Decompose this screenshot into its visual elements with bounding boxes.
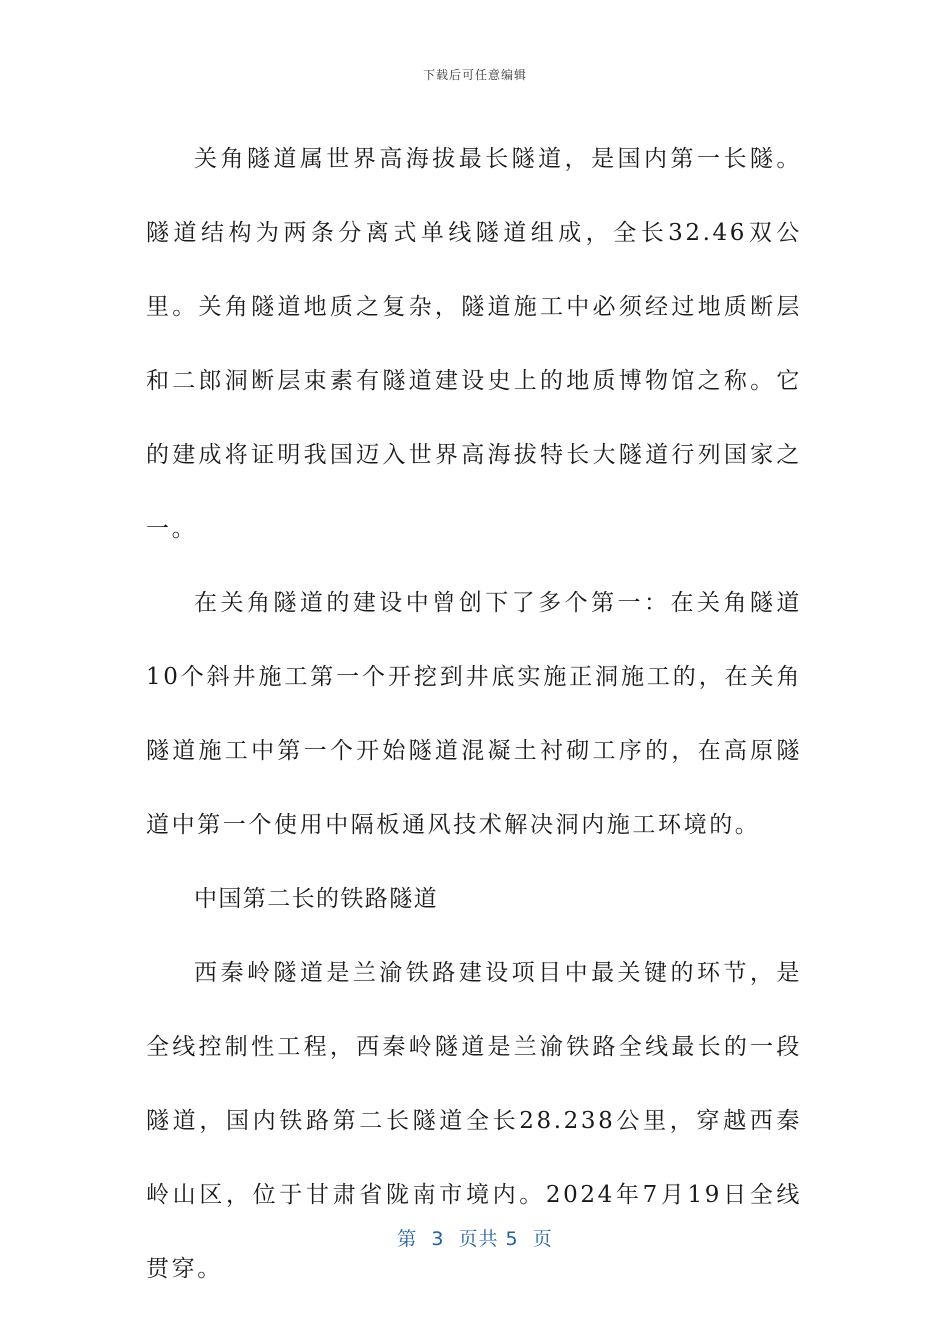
section-heading: 中国第二长的铁路隧道 bbox=[194, 886, 438, 912]
body-content bbox=[146, 122, 802, 1306]
paragraph-xiqinling: 西秦岭隧道是兰渝铁路建设项目中最关键的环节，是全线控制性工程，西秦岭隧道是兰渝铁路全线最长的一段隧道，国内铁路第二长隧道全长28.238公里，穿越西秦岭山区，位于甘肃省陇南市境内。2024年7月19日全线贯穿。 bbox=[146, 960, 802, 1282]
header-note: 下载后可任意编辑 bbox=[422, 68, 527, 82]
page-number-footer: 第 3 页共 5 页 bbox=[397, 1228, 553, 1250]
paragraph-guanjiao-records: 在关角隧道的建设中曾创下了多个第一：在关角隧道10个斜井施工第一个开挖到井底实施正洞施工的，在关角隧道施工中第一个开始隧道混凝土衬砌工序的，在高原隧道中第一个使用中隔板通风技术解决洞内施工环境的。 bbox=[146, 590, 802, 838]
paragraph-guanjiao-intro: 关角隧道属世界高海拔最长隧道，是国内第一长隧。隧道结构为两条分离式单线隧道组成，全长32.46双公里。关角隧道地质之复杂，隧道施工中必须经过地质断层和二郎洞断层束素有隧道建设史上的地质博物馆之称。它的建成将证明我国迈入世界高海拔特长大隧道行列国家之一。 bbox=[146, 146, 802, 542]
